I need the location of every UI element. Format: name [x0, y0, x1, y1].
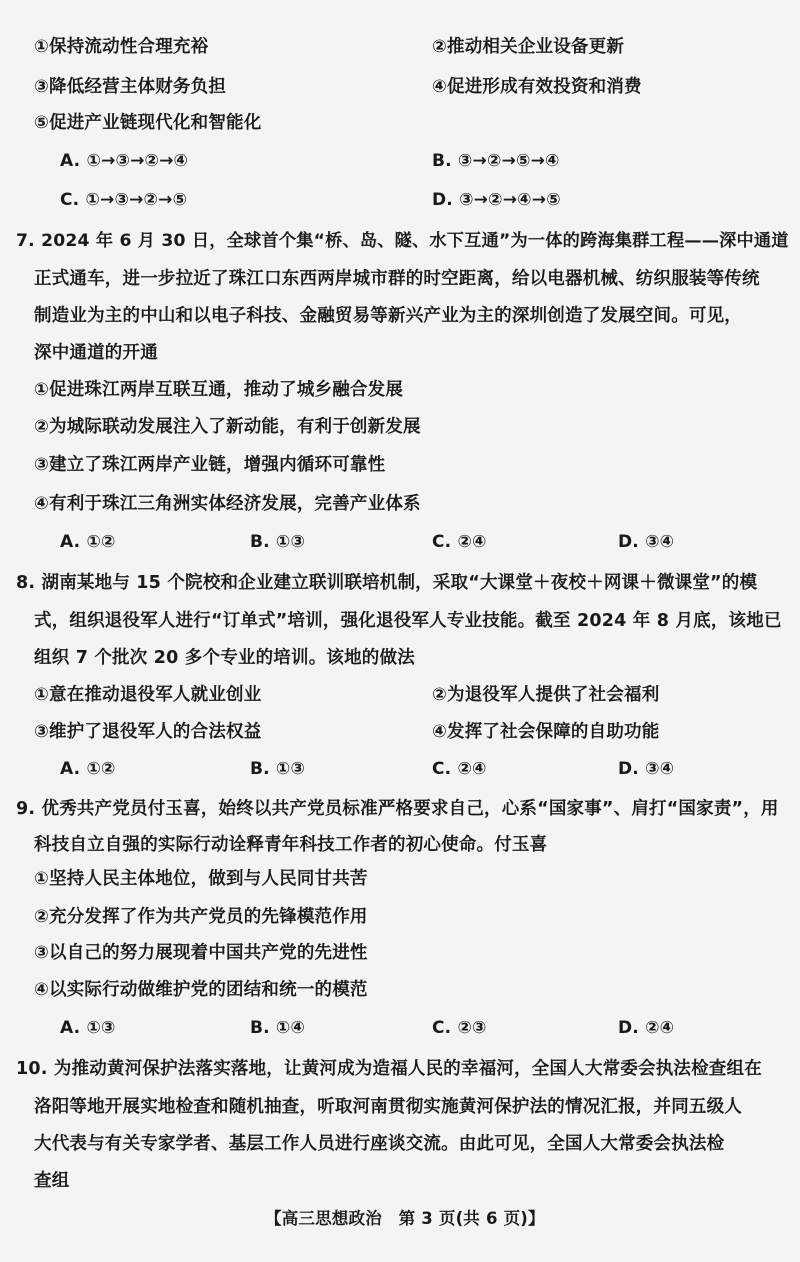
q8-item-4: ④发挥了社会保障的自助功能 [432, 722, 660, 742]
q8-stem-line-1: 8. 湖南某地与 15 个院校和企业建立联训联培机制，采取“大课堂＋夜校＋网课＋微课堂”的模 [16, 573, 758, 593]
q8-option-b: B. ①③ [250, 759, 306, 779]
q8-item-2: ②为退役军人提供了社会福利 [432, 685, 660, 705]
q7-stem-line-2: 正式通车，进一步拉近了珠江口东西两岸城市群的时空距离，给以电器机械、纺织服装等传统 [34, 269, 760, 289]
q8-option-a: A. ①② [60, 759, 116, 779]
page-footer: 【高三思想政治 第 3 页(共 6 页)】 [265, 1209, 545, 1228]
q7-stem-line-1: 7. 2024 年 6 月 30 日，全球首个集“桥、岛、隧、水下互通”为一体的跨海集群工程——深中通道 [16, 231, 789, 251]
q7-option-a: A. ①② [60, 532, 116, 552]
q7-option-b: B. ①③ [250, 532, 306, 552]
q8-stem-line-2: 式，组织退役军人进行“订单式”培训，强化退役军人专业技能。截至 2024 年 8 月底，该地已 [34, 611, 782, 631]
q6-option-d: D. ③→②→④→⑤ [432, 190, 561, 210]
q6-item-3: ③降低经营主体财务负担 [34, 77, 227, 97]
q6-item-5: ⑤促进产业链现代化和智能化 [34, 113, 262, 133]
q9-stem-line-1: 9. 优秀共产党员付玉喜，始终以共产党员标准严格要求自己，心系“国家事”、肩打“国家责”，用 [16, 799, 779, 819]
q9-option-d: D. ②④ [618, 1018, 675, 1038]
q9-item-4: ④以实际行动做维护党的团结和统一的模范 [34, 980, 368, 1000]
q7-item-1: ①促进珠江两岸互联互通，推动了城乡融合发展 [34, 380, 404, 400]
q10-stem-line-2: 洛阳等地开展实地检查和随机抽查，听取河南贯彻实施黄河保护法的情况汇报，并同五级人 [34, 1097, 742, 1117]
q6-option-a: A. ①→③→②→④ [60, 151, 189, 171]
q8-stem-line-3: 组织 7 个批次 20 多个专业的培训。该地的做法 [34, 648, 415, 668]
q7-option-c: C. ②④ [432, 532, 487, 552]
q6-item-2: ②推动相关企业设备更新 [432, 37, 625, 57]
q7-item-2: ②为城际联动发展注入了新动能，有利于创新发展 [34, 417, 421, 437]
q9-option-c: C. ②③ [432, 1018, 487, 1038]
q7-item-3: ③建立了珠江两岸产业链，增强内循环可靠性 [34, 455, 386, 475]
q7-stem-line-4: 深中通道的开通 [34, 343, 158, 363]
q9-option-a: A. ①③ [60, 1018, 116, 1038]
q9-item-3: ③以自己的努力展现着中国共产党的先进性 [34, 943, 368, 963]
q6-option-b: B. ③→②→⑤→④ [432, 151, 560, 171]
q9-item-1: ①坚持人民主体地位，做到与人民同甘共苦 [34, 869, 368, 889]
q8-item-1: ①意在推动退役军人就业创业 [34, 685, 262, 705]
q8-option-d: D. ③④ [618, 759, 675, 779]
q9-item-2: ②充分发挥了作为共产党员的先锋模范作用 [34, 907, 368, 927]
q10-stem-line-1: 10. 为推动黄河保护法落实落地，让黄河成为造福人民的幸福河，全国人大常委会执法检查组在 [16, 1059, 762, 1079]
q7-stem-line-3: 制造业为主的中山和以电子科技、金融贸易等新兴产业为主的深圳创造了发展空间。可见， [34, 306, 742, 326]
q6-item-1: ①保持流动性合理充裕 [34, 37, 209, 57]
q9-stem-line-2: 科技自立自强的实际行动诠释青年科技工作者的初心使命。付玉喜 [34, 835, 548, 855]
q10-stem-line-3: 大代表与有关专家学者、基层工作人员进行座谈交流。由此可见，全国人大常委会执法检 [34, 1134, 725, 1154]
q10-stem-line-4: 查组 [34, 1171, 70, 1191]
q8-option-c: C. ②④ [432, 759, 487, 779]
q7-option-d: D. ③④ [618, 532, 675, 552]
q8-item-3: ③维护了退役军人的合法权益 [34, 722, 262, 742]
q9-option-b: B. ①④ [250, 1018, 306, 1038]
q6-option-c: C. ①→③→②→⑤ [60, 190, 188, 210]
q7-item-4: ④有利于珠江三角洲实体经济发展，完善产业体系 [34, 494, 421, 514]
q6-item-4: ④促进形成有效投资和消费 [432, 77, 642, 97]
